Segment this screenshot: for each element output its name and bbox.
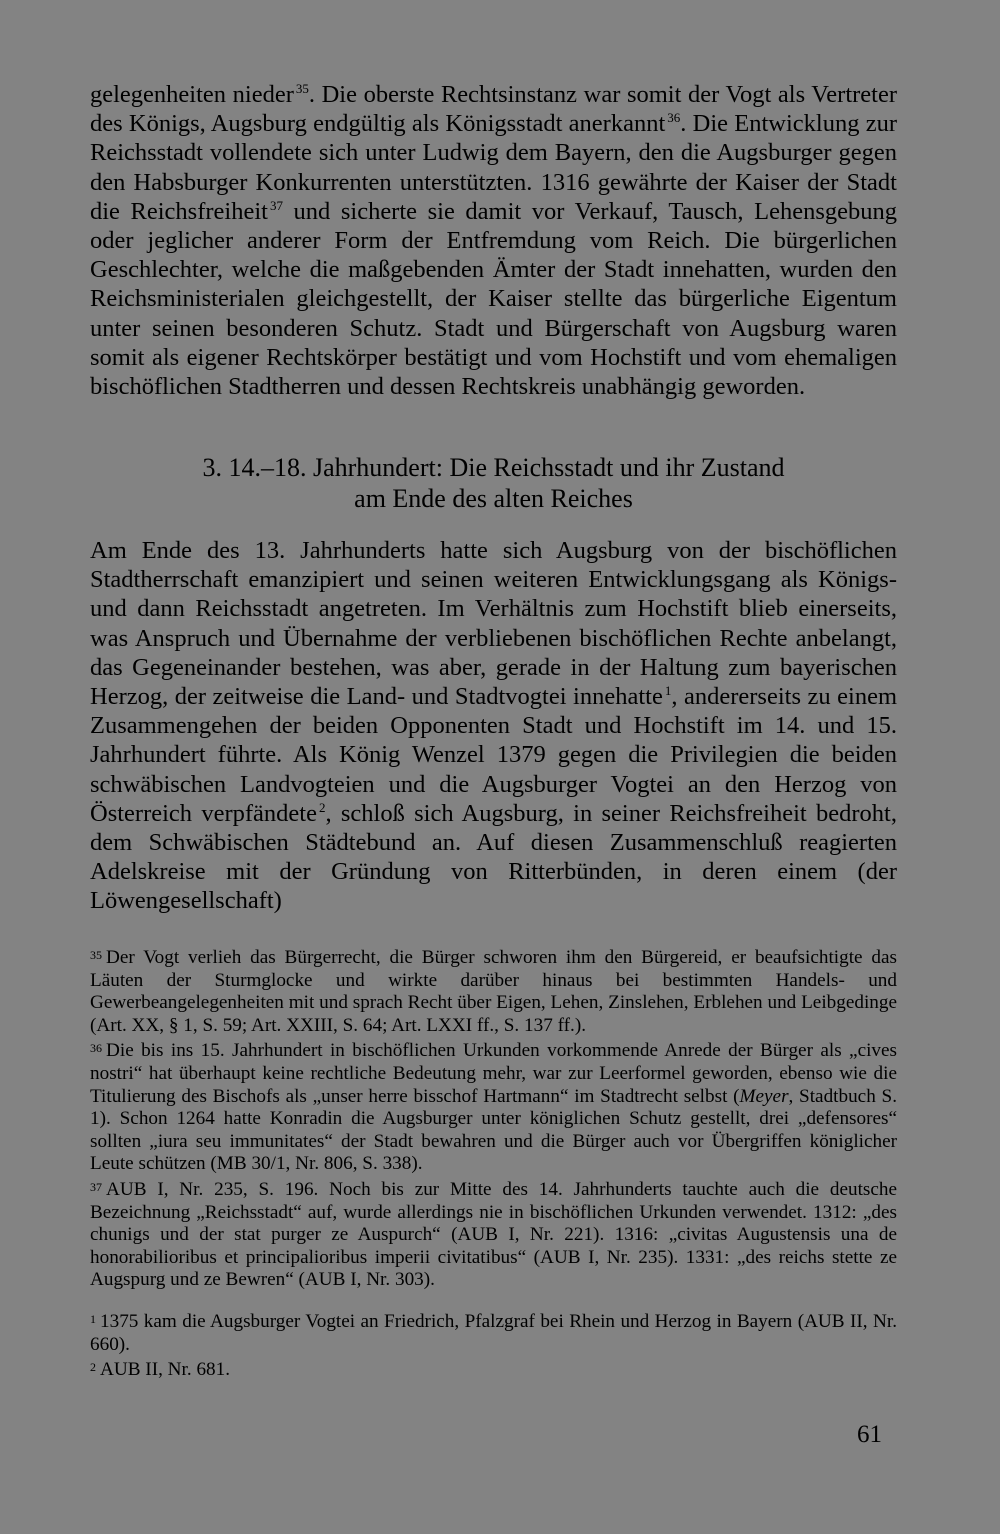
footnote-reference: 2 — [318, 799, 326, 815]
footnote-reference: 1 — [664, 683, 672, 699]
section-heading — [90, 452, 897, 514]
section-heading-line-1: 3. 14.–18. Jahrhundert: Die Reichsstadt und ihr Zustand — [202, 453, 785, 482]
page-number: 61 — [857, 1421, 882, 1448]
footnote-text: AUB II, Nr. 681. — [100, 1359, 231, 1381]
body-paragraph-2 — [90, 536, 897, 916]
footnote-reference: 37 — [269, 197, 283, 213]
footnote-mark: 1 — [90, 1311, 96, 1326]
section-heading-line-2: am Ende des alten Reiches — [354, 484, 633, 513]
text-segment: , andererseits zu einem Zusammengehen der beiden Opponenten Stadt und Hochstift im 14. und 15. Jahrhundert führte. Als König Wenzel 1379 gegen die Privilegien die beiden schwäbischen Landvogteien und die Augsburger Vogtei an den Herzog von Österreich verpfändete — [90, 683, 897, 827]
footnote-reference: 35 — [295, 81, 309, 96]
body-paragraph-1 — [90, 80, 897, 401]
footnote-text: , Stadtbuch S. 1). Schon 1264 hatte Konradin die Augsburger unter königlichen Schutz gestellt, drei „defensores“ sollten „iura seu immunitates“ der Stadt bewahren und die Bürger auch vor Übergriffen königlicher Leute schützen (MB 30/1, Nr. 806, S. 338). — [90, 1085, 897, 1175]
footnote-text: AUB I, Nr. 235, S. 196. Noch bis zur Mitte des 14. Jahrhunderts tauchte auch die deutsche Bezeichnung „Reichsstadt“ auf, wurde allerdings nie in bischöflichen Urkunden verwendet. 1312: „des chunigs und der stat purger ze Auspurch“ (AUB I, Nr. 221). 1316: „civitas Augustensis una de honorabilioribus et principalioribus imperii civitatibus“ (AUB I, Nr. 235). 1331: „des reichs stette ze Augspurg und ze Bewren“ (AUB I, Nr. 303). — [90, 1178, 897, 1291]
text-segment: . Die oberste Rechtsinstanz war somit der Vogt als Vertreter des Königs, Augsburg endgültig als Königsstadt anerkannt — [90, 81, 897, 138]
footnote-mark: 35 — [90, 948, 102, 962]
footnote-author: Meyer — [739, 1085, 789, 1107]
text-segment: gelegenheiten nieder — [90, 81, 294, 108]
footnote-mark: 36 — [90, 1041, 102, 1056]
footnotes — [90, 944, 897, 1382]
footnote-text: Der Vogt verlieh das Bürgerrecht, die Bürger schworen ihm den Bürgereid, er beaufsichtigte das Läuten der Sturmglocke und wirkte darüber hinaus bei bestimmten Handels- und Gewerbeangelegenheiten mit und sprach Recht über Eigen, Lehen, Zinslehen, Erblehen und Leibgedinge (Art. XX, § 1, S. 59; Art. XXIII, S. 64; Art. LXXI ff., S. 137 ff.). — [90, 947, 897, 1036]
footnote-text: 1375 kam die Augsburger Vogtei an Friedrich, Pfalzgraf bei Rhein und Herzog in Bayern (AUB II, Nr. 660). — [90, 1310, 897, 1355]
footnote-1 — [90, 1308, 897, 1356]
footnote-36 — [90, 1037, 897, 1176]
text-segment: Am Ende des 13. Jahrhunderts hatte sich Augsburg von der bischöflichen Stadtherrschaft emanzipiert und seinen weiteren Entwicklungsgang als Königs- und dann Reichsstadt angetreten. Im Verhältnis zum Hochstift blieb einerseits, was Anspruch und Übernahme der verbliebenen bischöflichen Rechte anbelangt, das Gegeneinander bestehen, was aber, gerade in der Haltung zum bayerischen Herzog, der zeitweise die Land- und Stadtvogtei innehatte — [90, 537, 897, 711]
footnote-37 — [90, 1176, 897, 1292]
footnote-2 — [90, 1356, 897, 1382]
footnote-mark: 2 — [90, 1360, 96, 1375]
footnote-35 — [90, 944, 897, 1037]
text-segment: und sicherte sie damit vor Verkauf, Tausch, Lehensgebung oder jeglicher anderer Form der Entfremdung vom Reich. Die bürgerlichen Geschlechter, welche die maßgebenden Ämter der Stadt innehatten, wurden den Reichsministerialen gleichgestellt, der Kaiser stellte das bürgerliche Eigentum unter seinen besonderen Schutz. Stadt und Bürgerschaft von Augsburg waren somit als eigener Rechtskörper bestätigt und vom Hochstift und vom ehemaligen bischöflichen Stadtherren und dessen Rechtskreis unabhängig geworden. — [90, 197, 897, 401]
text-segment: , schloß sich Augsburg, in seiner Reichsfreiheit bedroht, dem Schwäbischen Städtebund an. Auf diesen Zusammenschluß reagierten Adelskreise mit der Gründung von Ritterbünden, in deren einem (der Löwengesellschaft) — [90, 799, 897, 915]
footnote-text: Die bis ins 15. Jahrhundert in bischöflichen Urkunden vorkommende Anrede der Bürger als „cives nostri“ hat überhaupt keine rechtliche Bedeutung mehr, war zur Leerformel geworden, ebenso wie die Titulierung des Bischofs als „unser herre bisschof Hartmann“ im Stadtrecht selbst ( — [90, 1040, 897, 1107]
footnote-reference: 36 — [667, 110, 681, 126]
footnote-mark: 37 — [90, 1179, 102, 1194]
text-segment: . Die Entwicklung zur Reichsstadt vollendete sich unter Ludwig dem Bayern, den die Augsburger gegen den Habsburger Konkurrenten unterstützten. 1316 gewährte der Kaiser der Stadt die Reichsfreiheit — [90, 110, 897, 225]
